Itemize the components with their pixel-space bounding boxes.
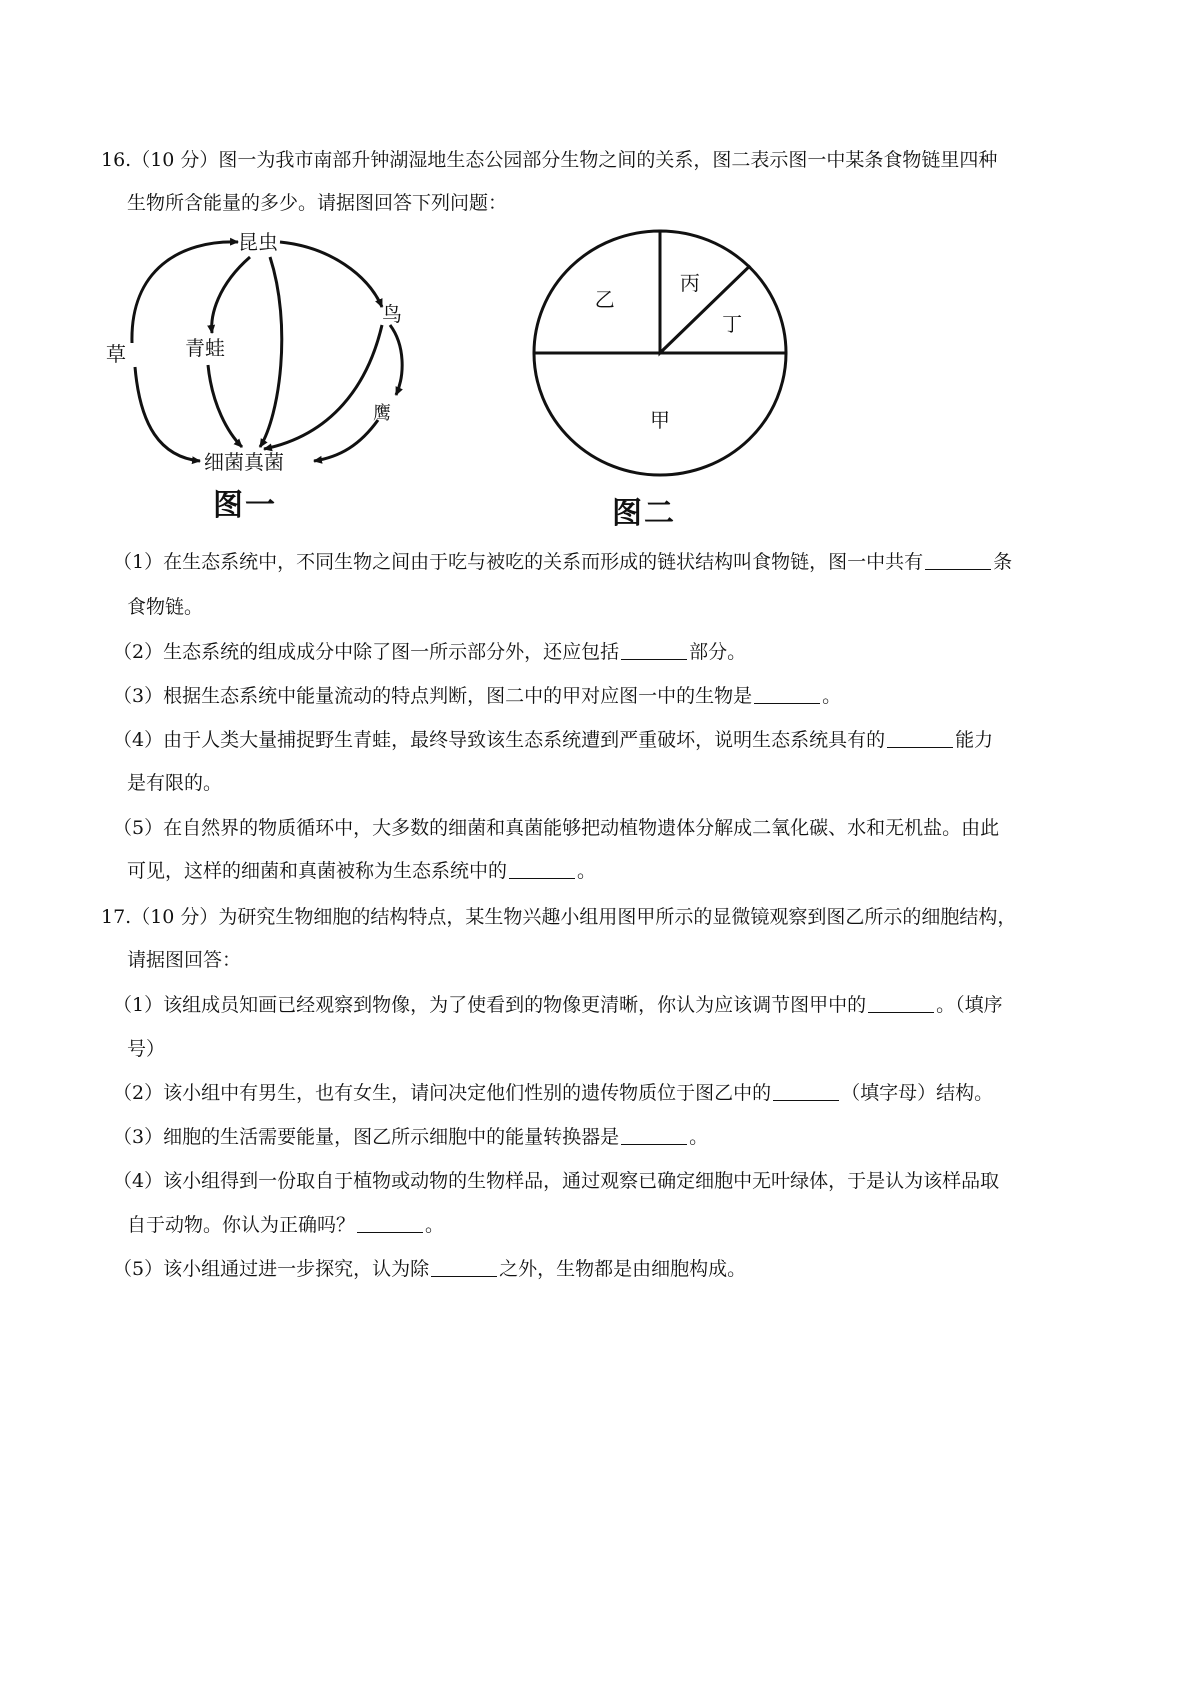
q16-sub2: （2）生态系统的组成成分中除了图一所示部分外，还应包括 部分。: [113, 641, 747, 663]
arrow-insect-to-bird: [280, 242, 382, 307]
q17-sub3: （3）细胞的生活需要能量，图乙所示细胞中的能量转换器是 。: [113, 1126, 709, 1148]
node-frog: 青蛙: [185, 336, 225, 360]
answer-blank[interactable]: [357, 1212, 423, 1233]
arrow-frog-to-decomposer: [208, 365, 242, 447]
node-eagle: 鹰: [373, 403, 391, 424]
q16-sub5: （5）在自然界的物质循环中，大多数的细菌和真菌能够把动植物遗体分解成二氧化碳、水和无机盐。由此: [113, 817, 1000, 839]
energy-pie-chart: [530, 228, 790, 478]
answer-blank[interactable]: [887, 727, 953, 748]
pie-slice-label: 丁: [722, 312, 743, 337]
q16-stem-line1: 16.（10 分）图一为我市南部升钟湖湿地生态公园部分生物之间的关系，图二表示图一中某条食物链里四种: [101, 149, 998, 171]
q16-sub4-cont: 是有限的。: [127, 772, 223, 794]
q17-stem-line2: 请据图回答：: [127, 949, 242, 971]
figure-1-caption: 图一: [213, 488, 277, 523]
answer-blank[interactable]: [754, 683, 820, 704]
arrow-eagle-to-decomposer: [314, 420, 378, 461]
q17-sub1-cont: 号）: [127, 1038, 166, 1060]
q17-sub2: （2）该小组中有男生，也有女生，请问决定他们性别的遗传物质位于图乙中的 （填字母）结构。: [113, 1082, 994, 1104]
q16-sub1-cont: 食物链。: [127, 596, 204, 618]
node-insect: 昆虫: [238, 230, 278, 254]
arrow-insect-to-decomposer: [260, 257, 282, 447]
arrow-grass-to-decomposer: [135, 367, 200, 461]
figure-2-caption: 图二: [612, 496, 676, 531]
q16-sub5-cont: 可见，这样的细菌和真菌被称为生态系统中的 。: [127, 860, 597, 882]
node-bird: 鸟: [382, 302, 402, 326]
pie-slice-label: 甲: [650, 408, 670, 433]
arrow-bird-to-eagle: [390, 325, 402, 395]
node-grass: 草: [106, 342, 126, 366]
answer-blank[interactable]: [773, 1080, 839, 1101]
answer-blank[interactable]: [621, 1124, 687, 1145]
pie-slice-label: 乙: [594, 287, 615, 312]
q16-sub3: （3）根据生态系统中能量流动的特点判断，图二中的甲对应图一中的生物是 。: [113, 685, 842, 707]
answer-blank[interactable]: [621, 639, 687, 660]
node-decomposer: 细菌真菌: [204, 450, 284, 474]
q17-sub5: （5）该小组通过进一步探究，认为除 之外，生物都是由细胞构成。: [113, 1258, 747, 1280]
answer-blank[interactable]: [509, 858, 575, 879]
answer-blank[interactable]: [431, 1256, 497, 1277]
answer-blank[interactable]: [925, 549, 991, 570]
q16-stem-line2: 生物所含能量的多少。请据图回答下列问题：: [127, 192, 508, 214]
answer-blank[interactable]: [868, 992, 934, 1013]
q17-stem-line1: 17.（10 分）为研究生物细胞的结构特点，某生物兴趣小组用图甲所示的显微镜观察到图乙所示的细胞结构，: [101, 906, 1017, 928]
q17-sub4-cont: 自于动物。你认为正确吗？ 。: [127, 1214, 445, 1236]
q16-sub4: （4）由于人类大量捕捉野生青蛙，最终导致该生态系统遭到严重破坏，说明生态系统具有的 能力: [113, 729, 994, 751]
pie-slice-label: 丙: [679, 271, 700, 296]
q16-sub1: （1）在生态系统中，不同生物之间由于吃与被吃的关系而形成的链状结构叫食物链，图一中共有 条: [113, 551, 1013, 573]
arrow-insect-to-frog: [212, 257, 250, 333]
q17-sub4: （4）该小组得到一份取自于植物或动物的生物样品，通过观察已确定细胞中无叶绿体，于是认为该样品取: [113, 1170, 1000, 1192]
q17-sub1: （1）该组成员知画已经观察到物像，为了使看到的物像更清晰，你认为应该调节图甲中的 。（填序: [113, 994, 1003, 1016]
